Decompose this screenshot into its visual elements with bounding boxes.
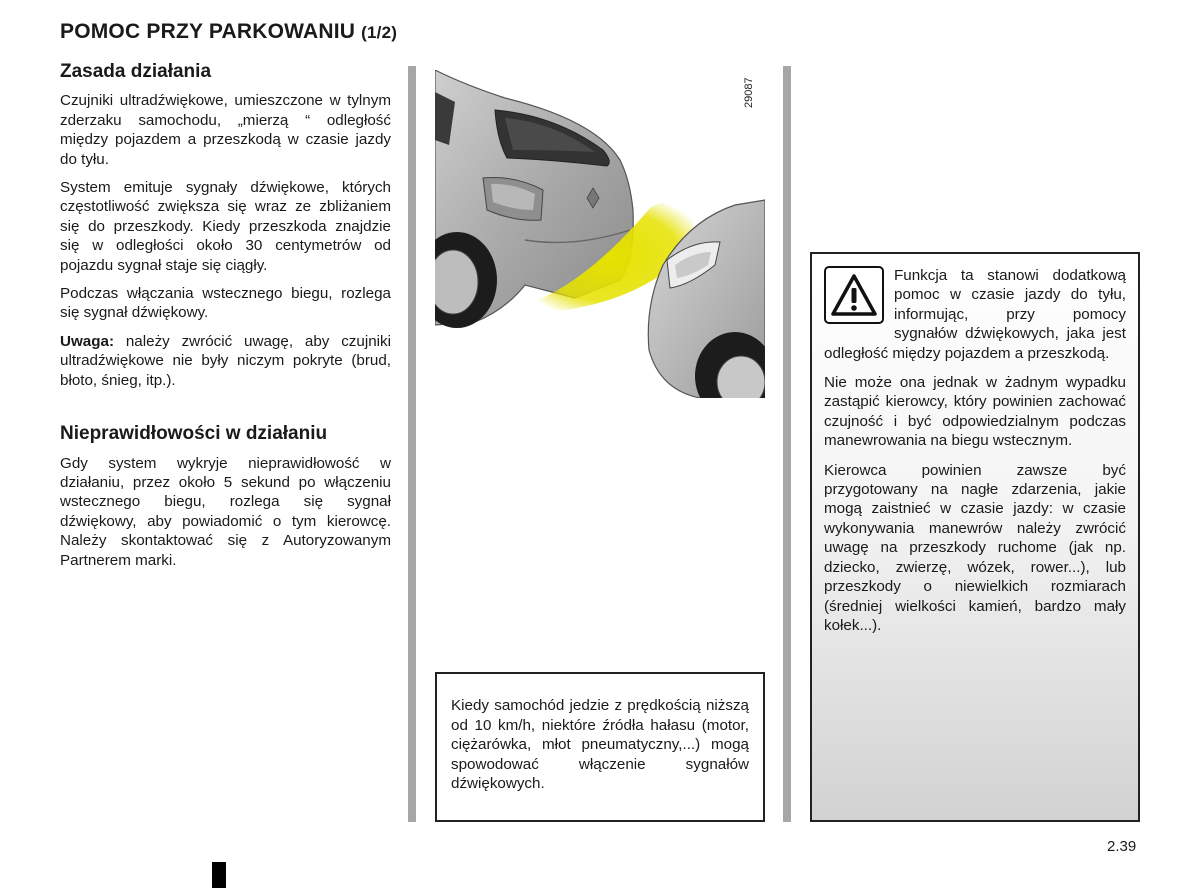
page-title-part: (1/2) (361, 23, 398, 42)
paragraph-reverse: Podczas włączania wstecznego biegu, rozlega się sygnał dźwiękowy. (60, 285, 391, 322)
column-divider-right (783, 66, 791, 822)
section-heading-principle: Zasada działania (60, 61, 212, 82)
column-divider-left (408, 66, 416, 822)
paragraph-signals: System emituje sygnały dźwiękowe, których częstotliwość zwiększa się wraz ze zbliżaniem się do przeszkody. Kiedy przeszkoda znajdzie się w odległości około 30 centymetrów od pojazdu sygnał staje się ciągły. (60, 179, 391, 274)
paragraph-sensors: Czujniki ultradźwiękowe, umieszczone w tylnym zderzaku samochodu, „mierzą “ odległość między pojazdem a przeszkodą w czasie jazdy do tyłu. (60, 92, 391, 168)
binding-mark (212, 862, 226, 888)
section-heading-malfunction: Nieprawidłowości w działaniu (60, 423, 328, 445)
paragraph-caution (60, 332, 391, 390)
paragraph-malfunction: Gdy system wykryje nieprawidłowość w działaniu, przez około 5 sekund po włączeniu wstecznego biegu, rozlega się sygnał dźwiękowy, aby powiadomić o tym kierowcę. Należy skontaktować się z Autoryzowanym Partnerem marki. (60, 454, 391, 569)
page-title-text: POMOC PRZY PARKOWANIU (60, 20, 356, 43)
warning-box (810, 252, 1140, 822)
warning-paragraph-3: Kierowca powinien zawsze być przygotowany na nagłe zdarzenia, jakie mogą zaistnieć w czasie jazdy: w czasie wykonywania manewrów należy zwrócić uwagę na przeszkody ruchome (jak np. dziecko, zwierzę, wózek, rower...), lub przeszkody o niewielkich rozmiarach (średniej wielkości kamień, bardzo mały kołek...). (824, 461, 1126, 634)
speed-note-text: Kiedy samochód jedzie z prędkością niższą od 10 km/h, niektóre źródła hałasu (motor, ciężarówka, młot pneumatyczny,...) mogą spowodować włączenie sygnałów dźwiękowych. (451, 697, 749, 793)
speed-note-box (435, 672, 765, 822)
page-number: 2.39 (1107, 838, 1137, 855)
car-rear-parking-image (435, 70, 765, 398)
caution-label: Uwaga: (60, 332, 115, 350)
warning-triangle-icon (824, 266, 884, 324)
caution-text: należy zwrócić uwagę, aby czujniki ultradźwiękowe nie były niczym pokryte (brud, błoto, śnieg, itp.). (60, 332, 391, 389)
figure-code: 29087 (743, 77, 755, 108)
left-column (60, 62, 391, 579)
page-title (60, 20, 397, 44)
warning-paragraph-2: Nie może ona jednak w żadnym wypadku zastąpić kierowcy, który powinien zachować czujność i być odpowiedzialnym podczas manewrowania na biegu wstecznym. (824, 374, 1126, 450)
parking-illustration (435, 70, 765, 398)
warning-paragraph-1: Funkcja ta stanowi dodatkową pomoc w czasie jazdy do tyłu, informując, przy pomocy sygnałów dźwiękowych, jaka jest odległość między pojazdem a przeszkodą. (824, 267, 1126, 362)
